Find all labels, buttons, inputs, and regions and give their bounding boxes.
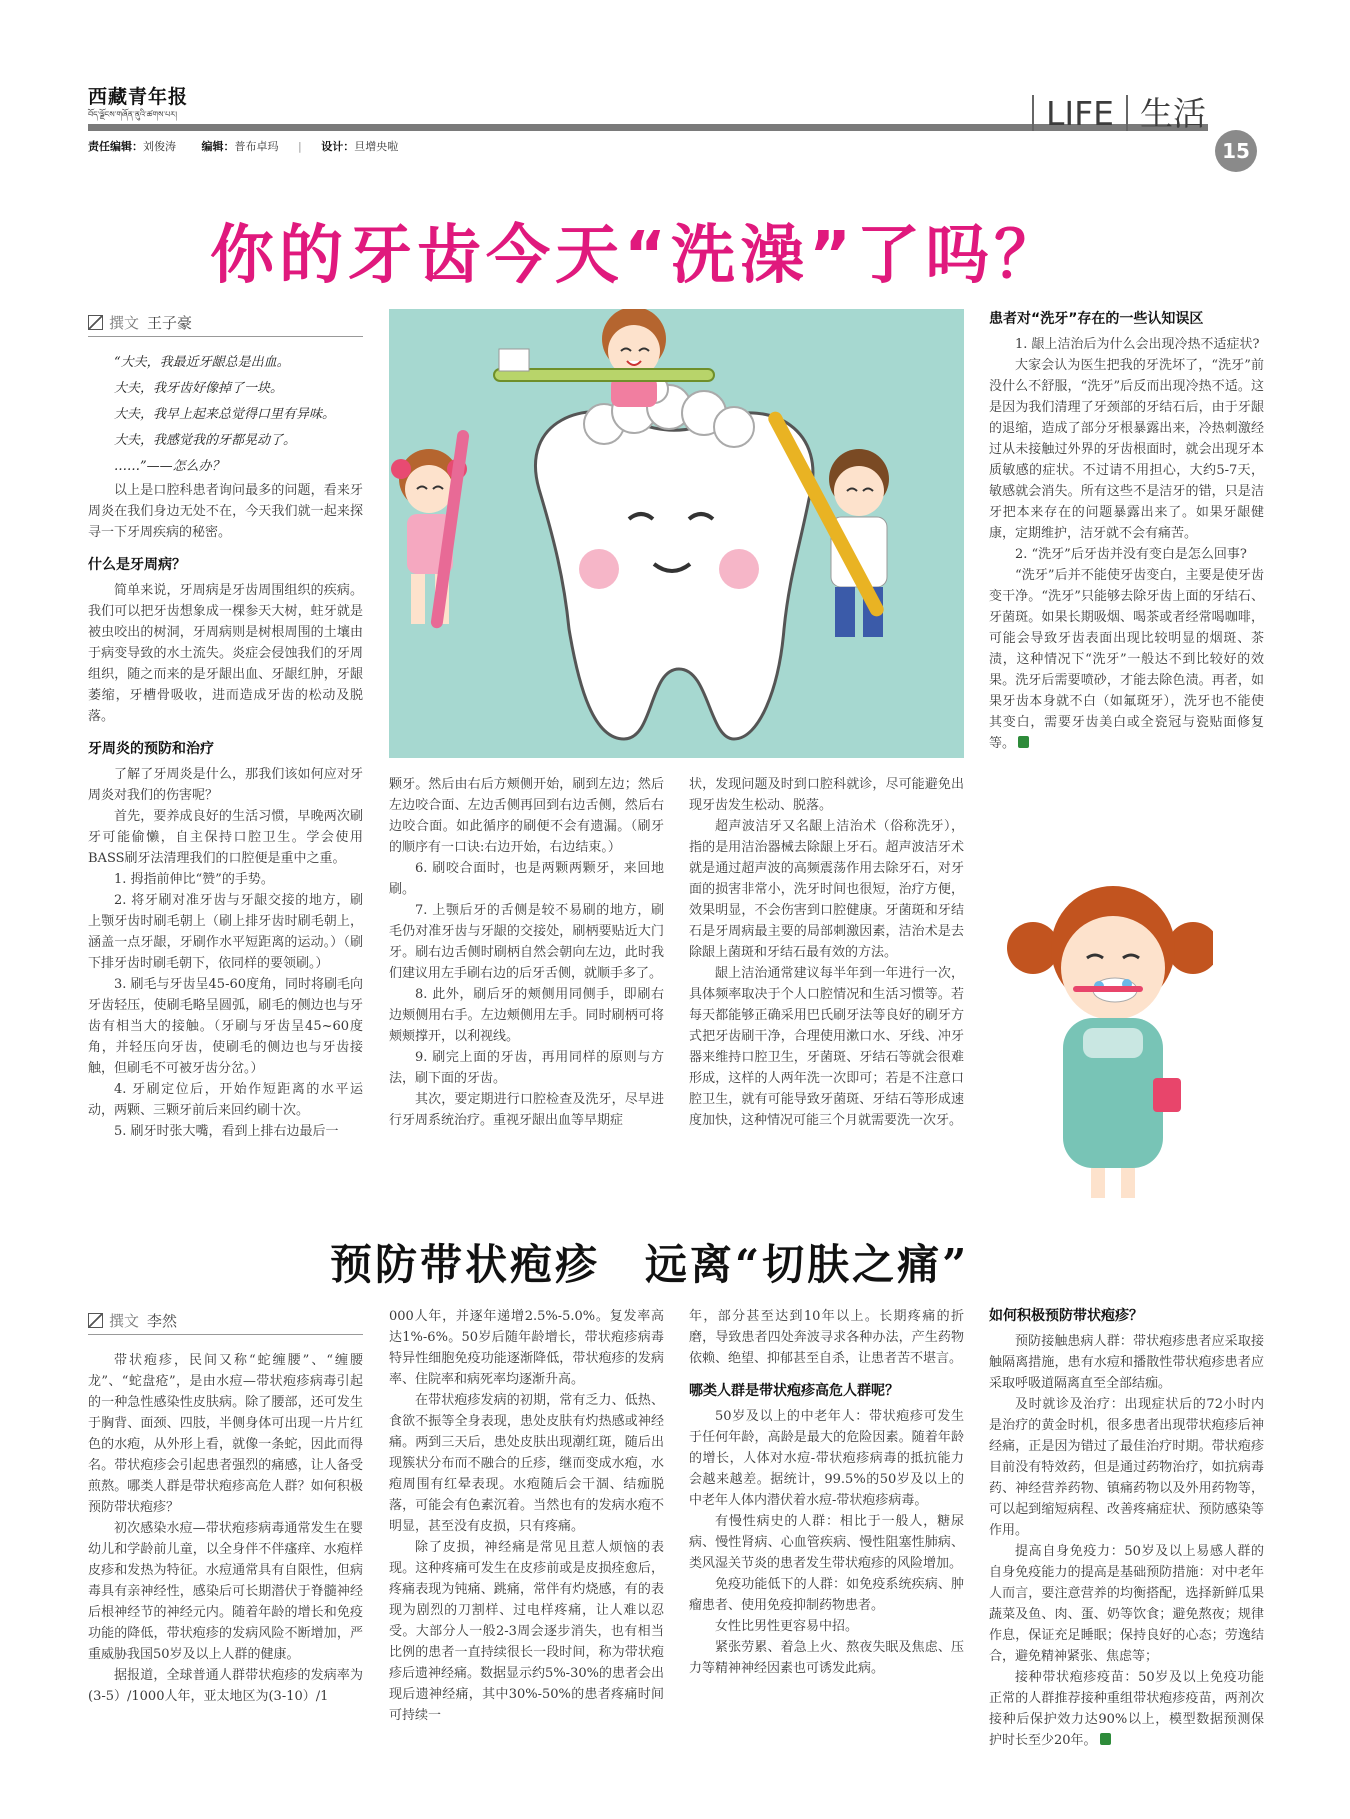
paragraph: 有慢性病史的人群：相比于一般人，糖尿病、慢性肾病、心血管疾病、慢性阻塞性肺病、类风湿关节炎的患者发生带状疱疹的风险增加。	[689, 1514, 964, 1571]
quote-line: 大夫，我感觉我的牙都晃动了。	[114, 433, 297, 448]
paragraph: 据报道，全球普通人群带状疱疹的发病率为(3-5）/1000人年，亚太地区为(3-10）/1	[88, 1668, 363, 1704]
quote-line: ……”——怎么办？	[114, 459, 225, 474]
paragraph: 大家会认为医生把我的牙洗坏了，“洗牙”前没什么不舒服，“洗牙”后反而出现冷热不适。这是因为我们清理了牙颈部的牙结石后，由于牙龈的退缩，造成了部分牙根暴露出来，冷热刺激经过从未接触过外界的牙齿根面时，就会出现牙本质敏感的症状。不过请不用担心，大约5-7天，敏感就会消失。所有这些不是洁牙的错，只是洁牙把本来存在的问题暴露出来了。如果牙龈健康，定期维护，洁牙就不会有痛苦。	[989, 358, 1264, 541]
article1-column-4	[989, 309, 1264, 754]
girl-brushing-icon	[1003, 878, 1213, 1208]
heading-how-prevent: 如何积极预防带状疱疹？	[989, 1308, 1143, 1324]
pen-icon	[88, 1313, 103, 1328]
credits-line: 责任编辑：刘俊涛 编辑：普布卓玛 | 设计：旦增央啦	[88, 140, 399, 153]
editor-label: 责任编辑：	[88, 140, 143, 153]
paragraph: 及时就诊及治疗：出现症状后的72小时内是治疗的黄金时机，很多患者出现带状疱疹后神经痛，正是因为错过了最佳治疗时期。带状疱疹目前没有特效药，但是通过药物治疗，如抗病毒药、神经营养药物、镇痛药物以及外用药物等，可以起到缩短病程、改善疼痛症状、预防感染等作用。	[989, 1397, 1264, 1538]
quote-line: 大夫，我牙齿好像掉了一块。	[114, 381, 284, 396]
paragraph: 状，发现问题及时到口腔科就诊，尽可能避免出现牙齿发生松动、脱落。	[689, 777, 964, 813]
designer-name: 旦增央啦	[354, 140, 399, 153]
paragraph: 龈上洁治通常建议每半年到一年进行一次，具体频率取决于个人口腔情况和生活习惯等。若每天都能够正确采用巴氏刷牙法等良好的刷牙方式把牙齿刷干净，合理使用漱口水、牙线、冲牙器来维持口腔卫生，牙菌斑、牙结石等就会很难形成，这样的人两年洗一次即可；若是不注意口腔卫生，就有可能导致牙菌斑、牙结石等形成速度加快，这种情况可能三个月就需要洗一次牙。	[689, 966, 964, 1128]
paragraph: 首先，要养成良好的生活习惯，早晚两次刷牙可能偷懒，自主保持口腔卫生。学会使用BASS刷牙法清理我们的口腔便是重中之重。	[88, 809, 363, 866]
author-name: 李然	[147, 1312, 178, 1330]
paragraph: 紧张劳累、着急上火、熬夜失眠及焦虑、压力等精神神经因素也可诱发此病。	[689, 1640, 964, 1676]
paragraph: 提高自身免疫力：50岁及以上易感人群的自身免疫能力的提高是基础预防措施：对中老年人而言，要注意营养的均衡搭配，选择新鲜瓜果蔬菜及鱼、肉、蛋、奶等饮食；避免熬夜；规律作息，保证充足睡眠；保持良好的心态；劳逸结合，避免精神紧张、焦虑等；	[989, 1544, 1264, 1664]
paragraph: 预防接触患病人群：带状疱疹患者应采取接触隔离措施，患有水痘和播散性带状疱疹患者应采取呼吸道隔离直至全部结痂。	[989, 1334, 1264, 1391]
myth-question: 1. 龈上洁治后为什么会出现冷热不适症状?	[1015, 337, 1260, 352]
intro-paragraph: 以上是口腔科患者询问最多的问题，看来牙周炎在我们身边无处不在，今天我们就一起来探寻一下牙周疾病的秘密。	[88, 483, 363, 540]
article1-column-1	[88, 350, 363, 1142]
paragraph: 女性比男性更容易中招。	[715, 1619, 859, 1634]
page-number: 15	[1215, 130, 1257, 172]
heading-myths: 患者对“洗牙”存在的一些认知误区	[989, 311, 1204, 327]
end-mark-icon	[1018, 736, 1029, 748]
step-item: 3. 刷毛与牙齿呈45-60度角，同时将刷毛向牙齿轻压，使刷毛略呈圆弧，刷毛的侧边也与牙齿有相当大的接触。（牙刷与牙齿呈45~60度角，并轻压向牙齿，使刷毛的侧边也与牙齿接触，但刷毛不可被牙齿分岔。）	[88, 977, 364, 1076]
paragraph: 除了皮损，神经痛是常见且惹人烦恼的表现。这种疼痛可发生在皮疹前或是皮损痊愈后，疼痛表现为钝痛、跳痛，常伴有灼烧感，有的表现为剧烈的刀割样、过电样疼痛，让人难以忍受。大部分人一般2-3周会逐步消失，也有相当比例的患者一直持续很长一段时间，称为带状疱疹后遗神经痛。数据显示约5%-30%的患者会出现后遗神经痛，其中30%-50%的患者疼痛时间可持续一	[389, 1540, 664, 1723]
article2-column-1	[88, 1350, 363, 1707]
quote-line: 大夫，我早上起来总觉得口里有异味。	[114, 407, 336, 422]
paragraph	[989, 1667, 1264, 1751]
paragraph: 了解了牙周炎是什么，那我们该如何应对牙周炎对我们的伤害呢？	[88, 767, 363, 803]
paragraph: 免疫功能低下的人群：如免疫系统疾病、肿瘤患者、使用免疫抑制药物患者。	[689, 1577, 964, 1613]
article1-byline	[88, 312, 192, 333]
editor-name: 刘俊涛	[143, 140, 176, 153]
step-item: 8. 此外，刷后牙的颊侧用同侧手，即刷右边颊侧用右手。左边颊侧用左手。同时刷柄可将颊颊撑开，以利视线。	[389, 987, 664, 1044]
section-en: LIFE	[1046, 94, 1114, 133]
author-name: 王子豪	[147, 314, 193, 332]
design-label: 设计：	[321, 140, 355, 153]
pen-icon	[88, 315, 103, 330]
paragraph: 50岁及以上的中老年人：带状疱疹可发生于任何年龄，高龄是最大的危险因素。随着年龄的增长，人体对水痘-带状疱疹病毒的抵抗能力会越来越差。据统计，99.5%的50岁及以上的中老年人体内潜伏着水痘-带状疱疹病毒。	[689, 1409, 964, 1508]
article2-column-3	[689, 1306, 964, 1679]
sub-editor-label: 编辑：	[201, 140, 235, 153]
sub-editor-name: 普布卓玛	[234, 140, 279, 153]
paragraph: 简单来说，牙周病是牙齿周围组织的疾病。我们可以把牙齿想象成一棵参天大树，蛀牙就是被虫咬出的树洞，牙周病则是树根周围的土壤由于病变导致的水土流失。炎症会侵蚀我们的牙周组织，随之而来的是牙龈出血、牙龈红肿，牙龈萎缩，牙槽骨吸收，进而造成牙齿的松动及脱落。	[88, 583, 363, 724]
step-item: 4. 牙刷定位后，开始作短距离的水平运动，两颗、三颗牙前后来回约刷十次。	[88, 1082, 363, 1118]
byline-rule	[88, 1334, 363, 1335]
tooth-illustration	[389, 309, 964, 758]
quote-line: “大夫，我最近牙龈总是出血。	[114, 355, 290, 370]
paragraph: 颗牙。然后由右后方颊侧开始，刷到左边；然后左边咬合面、左边舌侧再回到右边舌侧，然后右边咬合面。如此循序的刷便不会有遗漏。（刷牙的顺序有一口诀:右边开始，右边结束。）	[389, 777, 664, 855]
article1-title: 你的牙齿今天“洗澡”了吗？	[210, 219, 1064, 293]
myth-question: 2. “洗牙”后牙齿并没有变白是怎么回事?	[1015, 547, 1247, 562]
paragraph: 000人年，并逐年递增2.5%-5.0%。复发率高达1%-6%。50岁后随年龄增长，带状疱疹病毒特异性细胞免疫功能逐渐降低，带状疱疹的发病率、住院率和病死率均逐渐升高。	[389, 1309, 664, 1387]
byline-label: 撰文	[109, 314, 140, 332]
tooth-kids-icon	[389, 309, 964, 758]
article2-column-4	[989, 1306, 1264, 1751]
article2-byline	[88, 1310, 177, 1331]
article2-title: 预防带状疱疹 远离“切肤之痛”	[330, 1240, 970, 1289]
section-tag	[1020, 88, 1206, 135]
heading-risk-groups: 哪类人群是带状疱疹高危人群呢？	[689, 1383, 899, 1399]
paragraph: 初次感染水痘—带状疱疹病毒通常发生在婴幼儿和学龄前儿童，以全身伴不伴瘙痒、水疱样皮疹和发热为特征。水痘通常具有自限性，但病毒具有亲神经性，感染后可长期潜伏于脊髓神经后根神经节的神经元内。随着年龄的增长和免疫功能的降低，带状疱疹的发病风险不断增加，严重威胁我国50岁及以上人群的健康。	[88, 1521, 363, 1662]
article1-column-3	[689, 774, 964, 1131]
masthead-tibetan: བོད་ལྗོངས་གཞོན་ནུའི་ཚགས་པར།	[88, 110, 177, 119]
paragraph-text: 接种带状疱疹疫苗：50岁及以上免疫功能正常的人群推荐接种重组带状疱疹疫苗，两剂次接种后保护效力达90%以上，模型数据预测保护时长至少20年。	[989, 1670, 1264, 1748]
step-item: 2. 将牙刷对准牙齿与牙龈交接的地方，刷上颚牙齿时刷毛朝上（刷上排牙齿时刷毛朝上，涵盖一点牙龈，牙刷作水平短距离的运动。）（刷下排牙齿时刷毛朝下，依同样的要领刷。）	[88, 893, 363, 971]
heading-what-is: 什么是牙周病？	[88, 557, 186, 573]
paragraph: 在带状疱疹发病的初期，常有乏力、低热、食欲不振等全身表现，患处皮肤有灼热感或神经痛。两到三天后，患处皮肤出现潮红斑，随后出现簇状分布而不融合的丘疹，继而变成水疱，水疱周围有红晕表现。水疱随后会干涸、结痂脱落，可能会有色素沉着。当然也有的发病水疱不明显，甚至没有皮损，只有疼痛。	[389, 1393, 664, 1534]
article2-column-2	[389, 1306, 664, 1726]
paragraph: 其次，要定期进行口腔检查及洗牙，尽早进行牙周系统治疗。重视牙龈出血等早期症	[389, 1092, 664, 1128]
step-item: 7. 上颚后牙的舌侧是较不易刷的地方，刷毛仍对准牙齿与牙龈的交接处，刷柄要贴近大门牙。刷右边舌侧时刷柄自然会朝向左边，此时我们建议用左手刷右边的后牙舌侧，就顺手多了。	[389, 903, 664, 981]
paragraph	[989, 565, 1264, 754]
step-item: 9. 刷完上面的牙齿，再用同样的原则与方法，刷下面的牙齿。	[389, 1050, 664, 1086]
step-item: 6. 刷咬合面时，也是两颗两颗牙，来回地刷。	[389, 861, 664, 897]
girl-brushing-illustration	[1003, 878, 1213, 1208]
heading-prevention: 牙周炎的预防和治疗	[88, 741, 214, 757]
section-cn: 生活	[1139, 94, 1206, 133]
quote-block	[88, 350, 363, 480]
byline-rule	[88, 336, 363, 337]
end-mark-icon	[1100, 1733, 1111, 1745]
byline-label: 撰文	[109, 1312, 140, 1330]
masthead: 西藏青年报	[88, 86, 189, 108]
step-item: 1. 拇指前伸比“赞”的手势。	[114, 872, 274, 887]
paragraph: 年，部分甚至达到10年以上。长期疼痛的折磨，导致患者四处奔波寻求各种办法，产生药物依赖、绝望、抑郁甚至自杀，让患者苦不堪言。	[689, 1309, 964, 1366]
paragraph-text: “洗牙”后并不能使牙齿变白，主要是使牙齿变干净。“洗牙”只能够去除牙齿上面的牙结石、牙菌斑。如果长期吸烟、喝茶或者经常喝咖啡，可能会导致牙齿表面出现比较明显的烟斑、茶渍，这种情况下“洗牙”一般达不到比较好的效果。洗牙后需要喷砂，才能去除色渍。再者，如果牙齿本身就不白（如氟斑牙），洗牙也不能使其变白，需要牙齿美白或全瓷冠与瓷贴面修复等。	[989, 568, 1264, 751]
paragraph: 带状疱疹，民间又称“蛇缠腰”、“缠腰龙”、“蛇盘疮”，是由水痘—带状疱疹病毒引起的一种急性感染性皮肤病。除了腰部，还可发生于胸背、面颈、四肢，半侧身体可出现一片片红色的水疱，从外形上看，就像一条蛇，因此而得名。带状疱疹会引起患者强烈的痛感，让人备受煎熬。哪类人群是带状疱疹高危人群？如何积极预防带状疱疹？	[88, 1353, 363, 1515]
step-item: 5. 刷牙时张大嘴，看到上排右边最后一	[114, 1124, 339, 1139]
article1-column-2	[389, 774, 664, 1131]
paragraph: 超声波洁牙又名龈上洁治术（俗称洗牙），指的是用洁治器械去除龈上牙石。超声波洁牙术就是通过超声波的高频震荡作用去除牙石，对牙面的损害非常小，洗牙时间也很短，治疗方便，效果明显，不会伤害到口腔健康。牙菌斑和牙结石是牙周病最主要的局部刺激因素，洁治术是去除龈上菌斑和牙结石最有效的方法。	[689, 819, 964, 960]
